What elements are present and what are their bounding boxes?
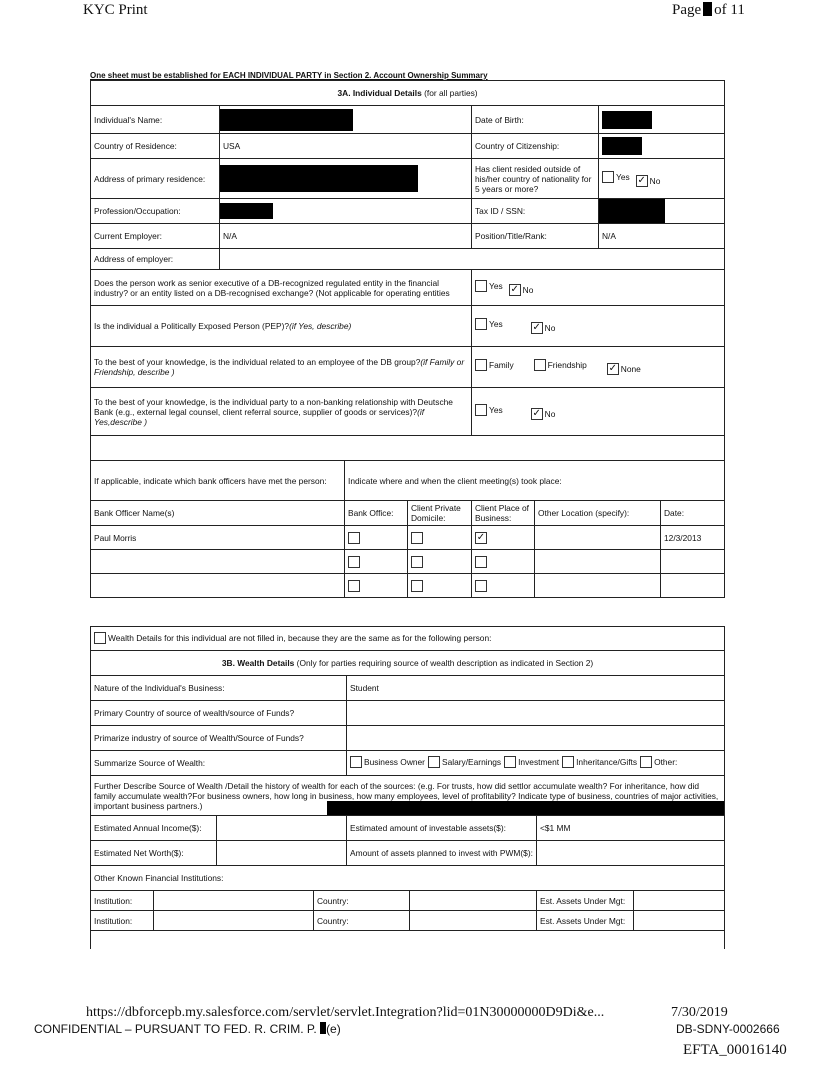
citizenship-value <box>599 134 725 159</box>
db-relation-options <box>472 347 725 388</box>
institution-aum-value <box>634 891 725 911</box>
senior-yes-checkbox[interactable] <box>475 280 487 292</box>
senior-executive-options <box>472 270 725 306</box>
wealth-summary-options <box>347 751 725 776</box>
investable-assets-value: <$1 MM <box>537 816 725 841</box>
nonbank-no-option[interactable]: ✓ No <box>532 407 556 419</box>
section-3a-table <box>90 80 725 598</box>
inheritance-checkbox[interactable] <box>562 756 574 768</box>
bank-office-checkbox[interactable] <box>348 532 360 544</box>
other-option[interactable]: Other: <box>640 756 677 768</box>
confidential-notice: CONFIDENTIAL – PURSUANT TO FED. R. CRIM. P. (e) <box>34 1022 341 1036</box>
salary-checkbox[interactable] <box>428 756 440 768</box>
institution-country-label: Country: <box>314 891 410 911</box>
non-banking-question: To the best of your knowledge, is the individual party to a non-banking relationship with Deutsche Bank (e.g., external legal counsel, client referral source, supplier of goods or services)?(if Yes,describe ) <box>91 388 472 436</box>
tax-id-label: Tax ID / SSN: <box>472 199 599 224</box>
meeting-location-label: Indicate where and when the client meeting(s) took place: <box>345 461 725 501</box>
efta-number: EFTA_00016140 <box>683 1042 787 1058</box>
annual-income-value <box>217 816 347 841</box>
position-value: N/A <box>599 224 725 249</box>
pep-no-option[interactable]: ✓ No <box>532 322 556 333</box>
col-date-header: Date: <box>661 501 725 526</box>
redacted-profession <box>220 203 273 219</box>
same-as-checkbox[interactable] <box>94 632 106 644</box>
col-business-header: Client Place of Business: <box>472 501 535 526</box>
meeting-domicile <box>408 550 472 574</box>
bates-number: DB-SDNY-0002666 <box>676 1022 780 1036</box>
outside-no-option[interactable]: ✓ No <box>637 174 661 186</box>
further-describe-cell <box>91 776 725 816</box>
outside-yes-checkbox[interactable] <box>602 171 614 183</box>
business-owner-checkbox[interactable] <box>350 756 362 768</box>
footer-url: https://dbforcepb.my.salesforce.com/servlet/servlet.Integration?lid=01N30000000D9Di&e... <box>86 1005 605 1020</box>
meeting-domicile <box>408 574 472 598</box>
business-nature-value: Student <box>347 676 725 701</box>
redacted-citizenship <box>602 137 642 155</box>
institution-country-value <box>410 911 537 931</box>
meeting-row <box>91 574 725 598</box>
business-checkbox[interactable] <box>475 580 487 592</box>
none-checkbox[interactable]: ✓ <box>608 363 617 374</box>
redacted-wealth-description <box>327 801 725 815</box>
senior-executive-question: Does the person work as senior executive of a DB-recognized regulated entity in the financial industry? or an entity listed on a DB-recognised exchange? (Not applicable for operating entities <box>91 270 472 306</box>
family-option[interactable]: Family <box>475 359 514 371</box>
meeting-business <box>472 526 535 550</box>
print-header-title: KYC Print <box>83 2 148 18</box>
friendship-checkbox[interactable] <box>534 359 546 371</box>
nonbank-yes-option[interactable]: Yes <box>475 404 503 416</box>
employer-value: N/A <box>220 224 472 249</box>
investment-option[interactable]: Investment <box>504 756 559 768</box>
meeting-other-location <box>535 574 661 598</box>
institution-value <box>154 891 314 911</box>
meeting-business <box>472 550 535 574</box>
meeting-row <box>91 550 725 574</box>
page-label: Page <box>672 2 702 18</box>
bank-office-checkbox[interactable] <box>348 580 360 592</box>
institution-label: Institution: <box>91 911 154 931</box>
redacted-page-number <box>703 2 712 16</box>
investable-assets-label: Estimated amount of investable assets($): <box>347 816 537 841</box>
institution-country-value <box>410 891 537 911</box>
dob-value <box>599 106 725 134</box>
col-other-location-header: Other Location (specify): <box>535 501 661 526</box>
officers-met-label: If applicable, indicate which bank officers have met the person: <box>91 461 345 501</box>
redacted-name <box>220 109 353 131</box>
meeting-officer: Paul Morris <box>91 526 345 550</box>
meeting-officer <box>91 550 345 574</box>
col-bank-office-header: Bank Office: <box>345 501 408 526</box>
institution-value <box>154 911 314 931</box>
wealth-summary-label: Summarize Source of Wealth: <box>91 751 347 776</box>
non-banking-options <box>472 388 725 436</box>
outside-yes-option[interactable]: Yes <box>602 171 630 183</box>
outside-nationality-options <box>599 159 725 199</box>
name-label: Individual's Name: <box>91 106 220 134</box>
meeting-bank-office <box>345 550 408 574</box>
residence-label: Country of Residence: <box>91 134 220 159</box>
institution-aum-value <box>634 911 725 931</box>
institution-country-label: Country: <box>314 911 410 931</box>
business-owner-option[interactable]: Business Owner <box>350 756 425 768</box>
meeting-business <box>472 574 535 598</box>
none-option[interactable]: ✓ None <box>608 363 641 374</box>
employer-label: Current Employer: <box>91 224 220 249</box>
employer-address-value <box>220 249 725 270</box>
outside-no-checkbox[interactable]: ✓ <box>637 174 646 186</box>
wealth-industry-label: Primarize industry of source of Wealth/Source of Funds? <box>91 726 347 751</box>
nonbank-no-checkbox[interactable]: ✓ <box>532 407 541 419</box>
table-continuation <box>91 931 725 949</box>
redacted-dob <box>602 111 652 129</box>
senior-yes-option[interactable]: Yes <box>475 280 503 292</box>
meeting-domicile <box>408 526 472 550</box>
col-officer-header: Bank Officer Name(s) <box>91 501 345 526</box>
other-institutions-label: Other Known Financial Institutions: <box>91 866 725 891</box>
citizenship-label: Country of Citizenship: <box>472 134 599 159</box>
net-worth-label: Estimated Net Worth($): <box>91 841 217 866</box>
pep-no-checkbox[interactable]: ✓ <box>532 322 541 333</box>
net-worth-value <box>217 841 347 866</box>
business-nature-label: Nature of the Individual's Business: <box>91 676 347 701</box>
meeting-date <box>661 574 725 598</box>
meeting-other-location <box>535 526 661 550</box>
profession-label: Profession/Occupation: <box>91 199 220 224</box>
profession-value <box>220 199 472 224</box>
meeting-date <box>661 550 725 574</box>
dob-label: Date of Birth: <box>472 106 599 134</box>
name-value <box>220 106 472 134</box>
salary-option[interactable]: Salary/Earnings <box>428 756 501 768</box>
domicile-checkbox[interactable] <box>411 556 423 568</box>
meeting-officer <box>91 574 345 598</box>
institution-row <box>91 911 725 931</box>
address-label: Address of primary residence: <box>91 159 220 199</box>
institution-row <box>91 891 725 911</box>
outside-nationality-label: Has client resided outside of his/her country of nationality for 5 years or more? <box>472 159 599 199</box>
position-label: Position/Title/Rank: <box>472 224 599 249</box>
footer-date: 7/30/2019 <box>671 1005 728 1020</box>
col-domicile-header: Client Private Domicile: <box>408 501 472 526</box>
planned-invest-value <box>537 841 725 866</box>
further-describe-text: Further Describe Source of Wealth /Detail the history of wealth for each of the sources: (e.g. For trusts, how did settlor accumulate wealth? For inheritance, how did family accumulate wealth?For business owners, how long in business, how many employees, level of profitability? Indicate type of business, countries of major activities, important business partners.) <box>94 780 719 811</box>
same-as-option[interactable] <box>94 632 491 644</box>
residence-value: USA <box>220 134 472 159</box>
section-3a-title: 3A. Individual Details (for all parties) <box>91 81 725 106</box>
same-as-text: Wealth Details for this individual are not filled in, because they are the same as for the following person: <box>108 632 492 643</box>
wealth-country-value <box>347 701 725 726</box>
meeting-other-location <box>535 550 661 574</box>
meeting-date: 12/3/2013 <box>661 526 725 550</box>
institution-label: Institution: <box>91 891 154 911</box>
wealth-industry-value <box>347 726 725 751</box>
redacted-tax-id <box>599 199 665 223</box>
page-indicator <box>672 2 745 19</box>
same-as-row <box>91 627 725 651</box>
pep-yes-checkbox[interactable] <box>475 318 487 330</box>
business-checkbox[interactable]: ✓ <box>476 531 486 543</box>
domicile-checkbox[interactable] <box>411 532 423 544</box>
page-total: of 11 <box>714 2 745 18</box>
institution-aum-label: Est. Assets Under Mgt: <box>537 891 634 911</box>
family-checkbox[interactable] <box>475 359 487 371</box>
section-3b-table <box>90 626 725 949</box>
instruction-text: One sheet must be established for EACH INDIVIDUAL PARTY in Section 2. Account Ownership Summary <box>90 71 488 80</box>
tax-id-value <box>599 199 725 224</box>
friendship-option[interactable]: Friendship <box>534 359 587 371</box>
section-3b-title: 3B. Wealth Details (Only for parties requiring source of wealth description as indicated in Section 2) <box>91 651 725 676</box>
address-value <box>220 159 472 199</box>
db-relation-question: To the best of your knowledge, is the individual related to an employee of the DB group?(if Family or Friendship, describe ) <box>91 347 472 388</box>
meeting-bank-office <box>345 574 408 598</box>
investment-checkbox[interactable] <box>504 756 516 768</box>
wealth-country-label: Primary Country of source of wealth/source of Funds? <box>91 701 347 726</box>
meeting-row <box>91 526 725 550</box>
pep-yes-option[interactable]: Yes <box>475 318 503 330</box>
pep-options <box>472 306 725 347</box>
nonbank-yes-checkbox[interactable] <box>475 404 487 416</box>
redacted-address <box>220 165 418 192</box>
employer-address-label: Address of employer: <box>91 249 220 270</box>
pep-question: Is the individual a Politically Exposed Person (PEP)?(if Yes, describe) <box>91 306 472 347</box>
business-checkbox[interactable] <box>475 556 487 568</box>
senior-no-checkbox[interactable]: ✓ <box>510 283 519 295</box>
annual-income-label: Estimated Annual Income($): <box>91 816 217 841</box>
planned-invest-label: Amount of assets planned to invest with PWM($): <box>347 841 537 866</box>
domicile-checkbox[interactable] <box>411 580 423 592</box>
institution-aum-label: Est. Assets Under Mgt: <box>537 911 634 931</box>
spacer-row <box>91 436 725 461</box>
other-checkbox[interactable] <box>640 756 652 768</box>
bank-office-checkbox[interactable] <box>348 556 360 568</box>
senior-no-option[interactable]: ✓ No <box>510 283 534 295</box>
inheritance-option[interactable]: Inheritance/Gifts <box>562 756 637 768</box>
meeting-bank-office <box>345 526 408 550</box>
